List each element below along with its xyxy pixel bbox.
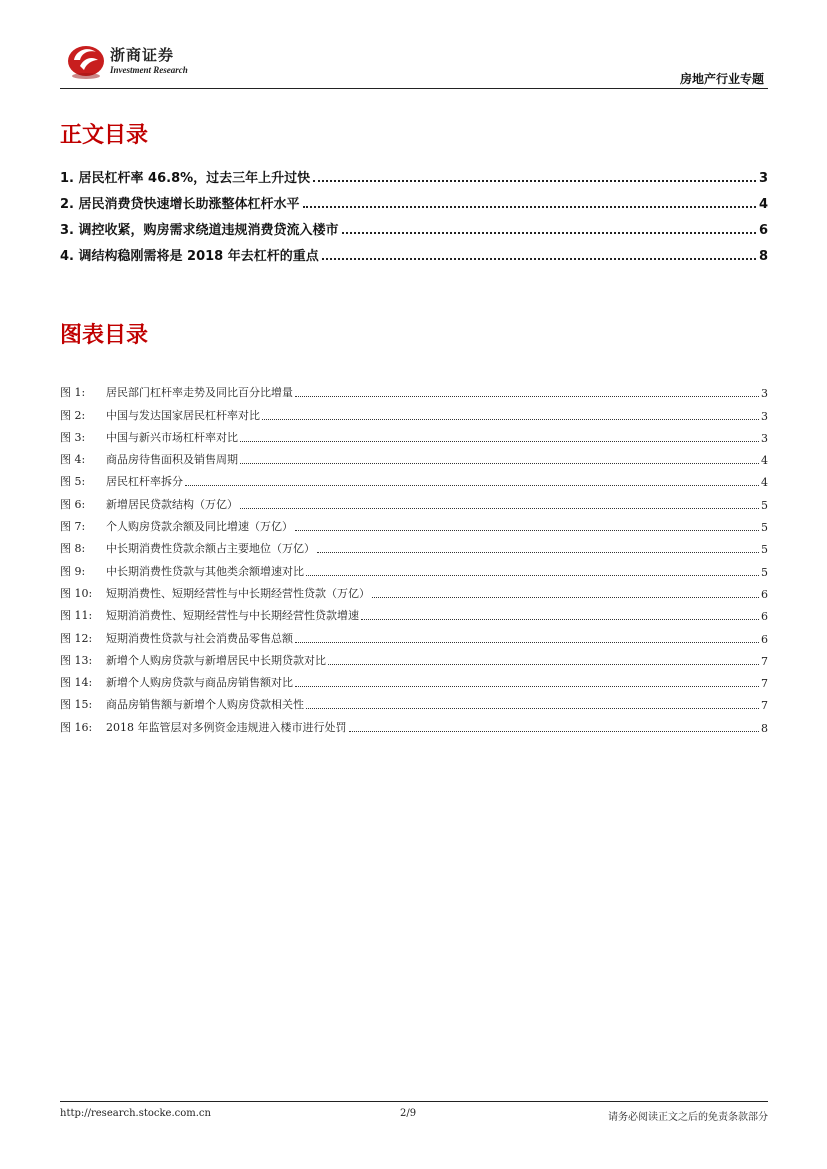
- figure-caption: 中国与新兴市场杠杆率对比: [106, 430, 238, 444]
- figure-page: 3: [761, 409, 768, 423]
- figure-page: 6: [761, 587, 768, 601]
- page-number: 2/9: [400, 1108, 417, 1119]
- figure-number: 图 3:: [60, 430, 86, 444]
- figure-item[interactable]: [60, 423, 768, 445]
- footer-disclaimer: 请务必阅读正文之后的免责条款部分: [608, 1112, 768, 1123]
- company-logo: [66, 38, 186, 82]
- dot-leader: [372, 597, 759, 598]
- dot-leader: [317, 552, 759, 553]
- figure-caption: 中长期消费性贷款余额占主要地位（万亿）: [106, 542, 315, 556]
- figure-caption: 居民部门杠杆率走势及同比百分比增量: [106, 386, 293, 400]
- figure-caption: 个人购房贷款余额及同比增速（万亿）: [106, 520, 293, 534]
- toc-item-text: 3. 调控收紧，购房需求绕道违规消费贷流入楼市: [60, 223, 339, 238]
- figure-caption: 新增个人购房贷款与商品房销售额对比: [106, 676, 293, 690]
- figure-item[interactable]: [60, 534, 768, 556]
- toc-title: 正文目录: [60, 123, 149, 148]
- dot-leader: [295, 642, 759, 643]
- figure-page: 8: [761, 721, 768, 735]
- figure-item[interactable]: [60, 712, 768, 734]
- page-header: [60, 38, 768, 89]
- dot-leader: [262, 419, 759, 420]
- figure-item[interactable]: [60, 556, 768, 578]
- dot-leader: [322, 258, 756, 260]
- figure-item[interactable]: [60, 690, 768, 712]
- toc-item-text: 1. 居民杠杆率 46.8%，过去三年上升过快: [60, 171, 311, 186]
- figure-number: 图 5:: [60, 475, 86, 489]
- dot-leader: [240, 508, 759, 509]
- dot-leader: [295, 396, 759, 397]
- figure-caption: 短期消消费性、短期经营性与中长期经营性贷款增速: [106, 609, 359, 623]
- page-footer: [60, 1101, 768, 1122]
- figure-caption: 短期消费性、短期经营性与中长期经营性贷款（万亿）: [106, 586, 370, 600]
- figure-number: 图 2:: [60, 408, 86, 422]
- figure-number: 图 10:: [60, 586, 93, 600]
- figure-page: 4: [761, 476, 768, 490]
- dot-leader: [306, 575, 759, 576]
- toc-item[interactable]: [60, 186, 768, 212]
- toc-item-page: 8: [758, 249, 768, 264]
- logo-mark-icon: [66, 38, 106, 80]
- toc-item-page: 4: [758, 197, 768, 212]
- dot-leader: [185, 485, 759, 486]
- footer-url[interactable]: http://research.stocke.com.cn: [60, 1108, 211, 1119]
- figure-page: 3: [761, 431, 768, 445]
- dot-leader: [240, 463, 759, 464]
- figure-number: 图 8:: [60, 542, 86, 556]
- figure-caption: 中国与发达国家居民杠杆率对比: [106, 408, 260, 422]
- dot-leader: [306, 708, 759, 709]
- figure-item[interactable]: [60, 445, 768, 467]
- figure-page: 6: [761, 610, 768, 624]
- figure-item[interactable]: [60, 400, 768, 422]
- figure-page: 7: [761, 654, 768, 668]
- figure-number: 图 1:: [60, 386, 86, 400]
- figure-caption: 新增居民贷款结构（万亿）: [106, 497, 238, 511]
- figure-number: 图 14:: [60, 676, 93, 690]
- figure-item[interactable]: [60, 378, 768, 400]
- dot-leader: [303, 206, 756, 208]
- toc-item-text: 2. 居民消费贷快速增长助涨整体杠杆水平: [60, 197, 300, 212]
- figure-page: 7: [761, 677, 768, 691]
- figure-number: 图 16:: [60, 720, 93, 734]
- figure-page: 4: [761, 454, 768, 468]
- toc-item[interactable]: [60, 238, 768, 264]
- figure-number: 图 9:: [60, 564, 86, 578]
- toc-item-page: 3: [758, 171, 768, 186]
- figure-item[interactable]: [60, 579, 768, 601]
- figure-page: 5: [761, 498, 768, 512]
- figure-caption: 新增个人购房贷款与新增居民中长期贷款对比: [106, 653, 326, 667]
- figure-item[interactable]: [60, 601, 768, 623]
- dot-leader: [349, 731, 760, 732]
- figure-item[interactable]: [60, 512, 768, 534]
- dot-leader: [361, 619, 759, 620]
- dot-leader: [240, 441, 759, 442]
- figure-caption: 居民杠杆率拆分: [106, 475, 183, 489]
- figure-caption: 中长期消费性贷款与其他类余额增速对比: [106, 564, 304, 578]
- figure-caption: 短期消费性贷款与社会消费品零售总额: [106, 631, 293, 645]
- figure-number: 图 11:: [60, 609, 93, 623]
- logo-text-cn: 浙商证券: [110, 46, 175, 64]
- figure-item[interactable]: [60, 623, 768, 645]
- figure-caption: 商品房销售额与新增个人购房贷款相关性: [106, 698, 304, 712]
- figure-number: 图 12:: [60, 631, 93, 645]
- figure-list-title: 图表目录: [60, 323, 149, 348]
- dot-leader: [295, 530, 759, 531]
- toc-list: [60, 160, 768, 264]
- figure-item[interactable]: [60, 467, 768, 489]
- figure-caption: 商品房待售面积及销售周期: [106, 453, 238, 467]
- figure-page: 5: [761, 543, 768, 557]
- figure-page: 5: [761, 565, 768, 579]
- figure-number: 图 4:: [60, 453, 86, 467]
- figure-number: 图 13:: [60, 653, 93, 667]
- figure-item[interactable]: [60, 668, 768, 690]
- toc-item[interactable]: [60, 212, 768, 238]
- toc-item[interactable]: [60, 160, 768, 186]
- report-type: 房地产行业专题: [679, 72, 764, 86]
- figure-item[interactable]: [60, 489, 768, 511]
- figure-number: 图 15:: [60, 698, 93, 712]
- logo-text-en: Investment Research: [110, 65, 188, 75]
- figure-caption: 2018 年监管层对多例资金违规进入楼市进行处罚: [106, 720, 347, 734]
- toc-item-page: 6: [758, 223, 768, 238]
- figure-page: 6: [761, 632, 768, 646]
- toc-item-text: 4. 调结构稳刚需将是 2018 年去杠杆的重点: [60, 249, 319, 264]
- figure-page: 3: [761, 387, 768, 401]
- dot-leader: [342, 232, 756, 234]
- dot-leader: [328, 664, 759, 665]
- figure-number: 图 7:: [60, 520, 86, 534]
- dot-leader: [313, 180, 756, 182]
- figure-item[interactable]: [60, 646, 768, 668]
- figure-page: 5: [761, 521, 768, 535]
- figure-number: 图 6:: [60, 497, 86, 511]
- figure-page: 7: [761, 699, 768, 713]
- dot-leader: [295, 686, 759, 687]
- figure-list: [60, 378, 768, 735]
